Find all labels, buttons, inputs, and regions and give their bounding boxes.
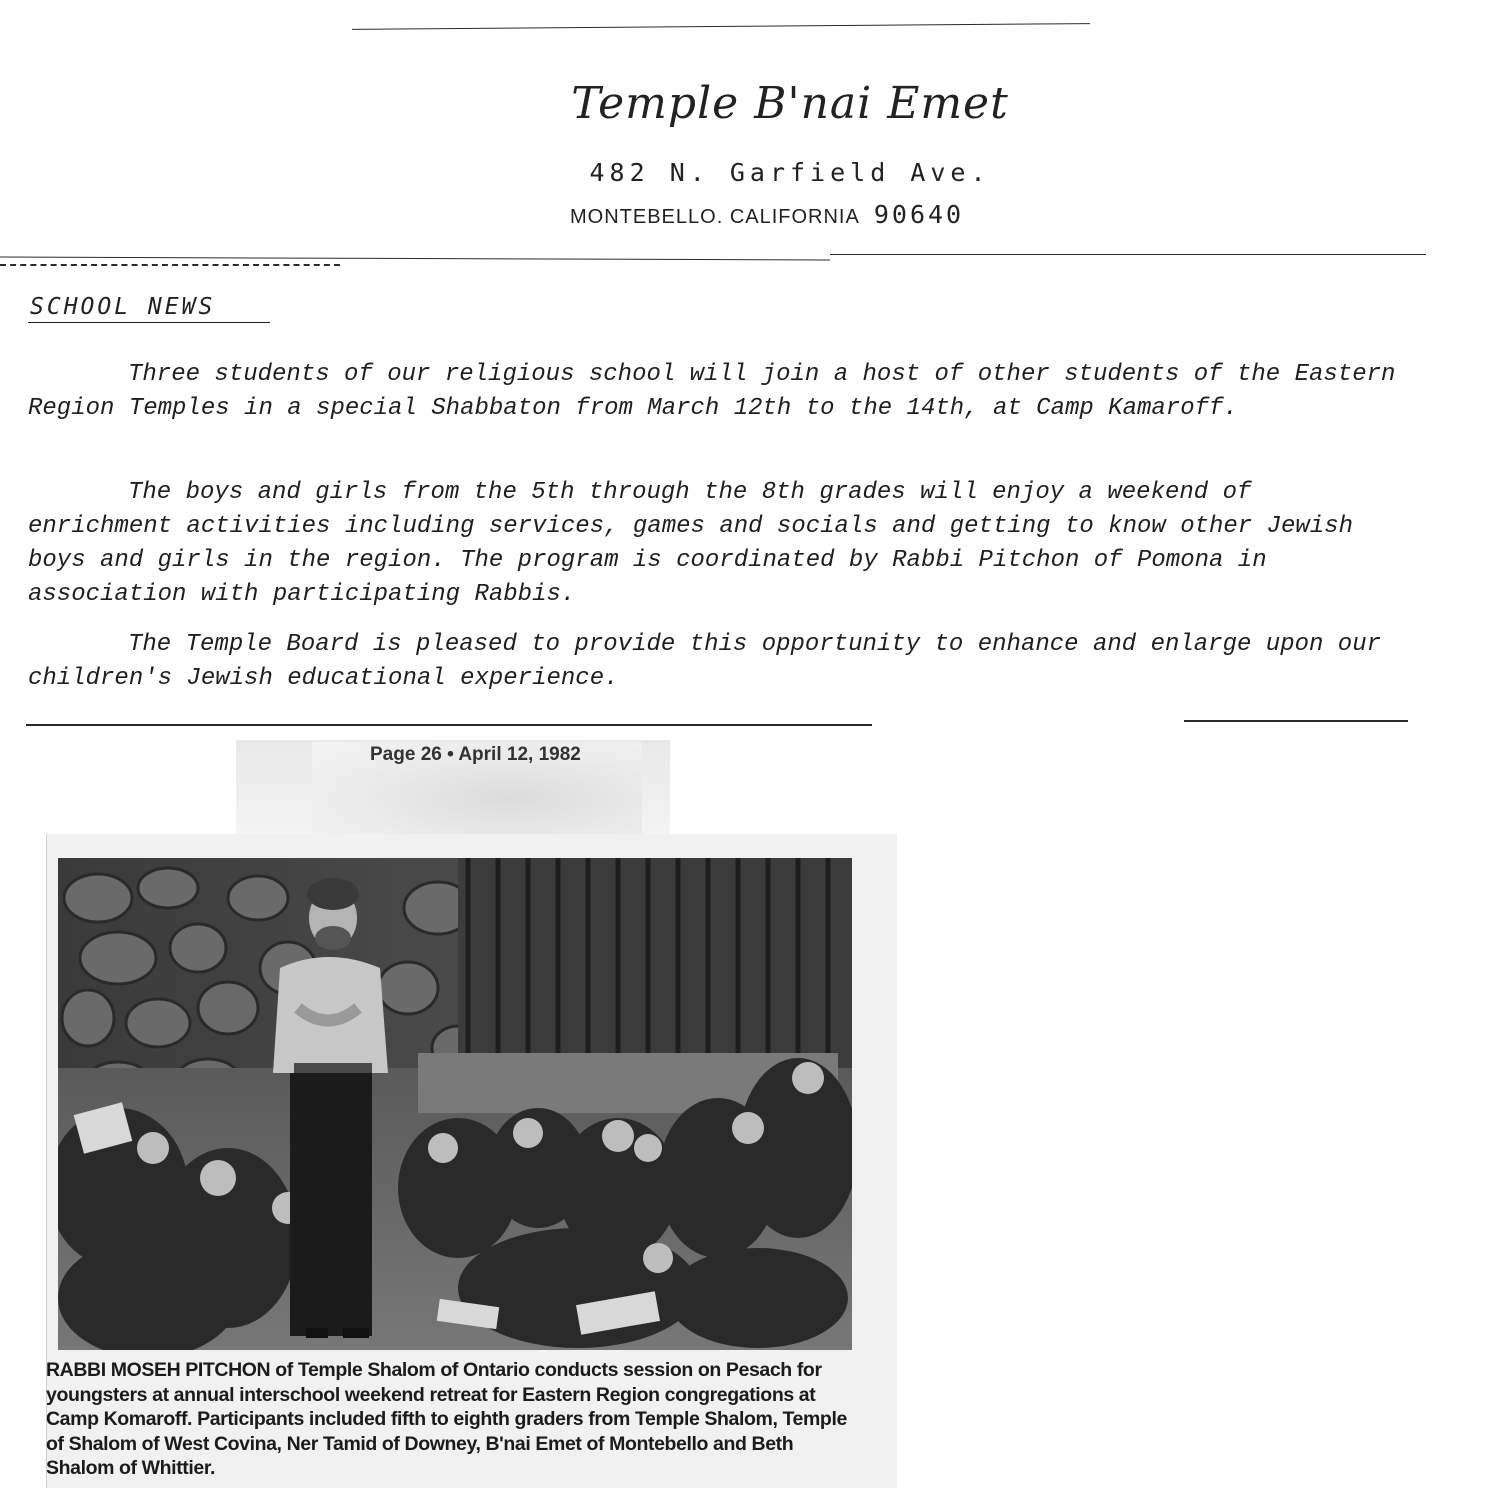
school-news-heading: SCHOOL NEWS (30, 294, 216, 320)
clipping-caption (46, 1358, 852, 1481)
temple-address: 482 N. Garfield Ave. (589, 158, 991, 187)
letterhead-bottom-rule-right (830, 254, 1426, 255)
clipping-photo (58, 858, 852, 1350)
clipping-page-date: Page 26 • April 12, 1982 (370, 744, 581, 765)
temple-zip: 90640 (873, 200, 965, 229)
letterhead-dashed-rule (0, 264, 340, 266)
temple-city (570, 200, 964, 229)
clipping-caption-lead: RABBI MOSEH PITCHON (46, 1359, 271, 1381)
letterhead-bottom-rule (0, 257, 830, 261)
temple-name: Temple B'nai Emet (571, 78, 1009, 129)
section-divider-left (26, 724, 872, 726)
school-news-paragraph-3: The Temple Board is pleased to provide this opportunity to enhance and enlarge upon our children's Jewish educational experience. (28, 631, 1382, 692)
section-divider-right (1184, 720, 1408, 722)
school-news-paragraph-2: The boys and girls from the 5th through the 8th grades will enjoy a weekend of enrichment activities including services, games and socials and getting to know other Jewish boys and girls in the region. The program is coordinated by Rabbi Pitchon of Pomona in association with participating Rabbis. (28, 479, 1354, 608)
school-news-paragraph-1: Three students of our religious school will join a host of other students of the Eastern Region Temples in a special Shabbaton from March 12th to the 14th, at Camp Kamaroff. (28, 361, 1396, 422)
school-news-heading-underline (28, 322, 270, 323)
photo-rabbi-with-students (58, 858, 852, 1350)
clipping-caption-rest: of Temple Shalom of Ontario conducts session on Pesach for youngsters at annual interschool weekend retreat for Eastern Region congregations at Camp Komaroff. Participants included fifth to eighth graders from Temple Shalom, Temple of Shalom of West Covina, Ner Tamid of Downey, B'nai Emet of Montebello and Beth Shalom of Whittier. (46, 1359, 847, 1479)
temple-city-name: MONTEBELLO. CALIFORNIA (570, 206, 860, 228)
letterhead-top-rule (352, 23, 1090, 30)
